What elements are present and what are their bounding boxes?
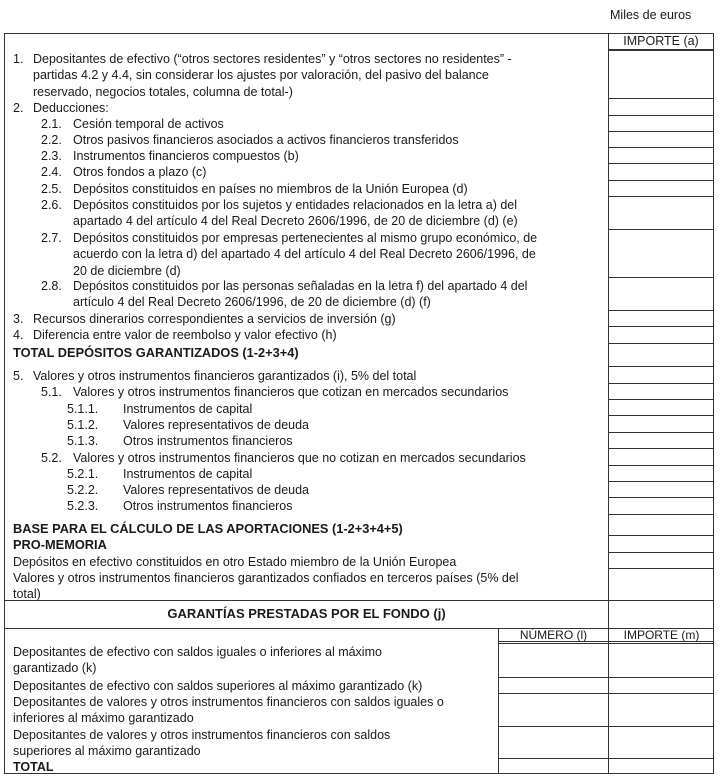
importe-cell[interactable]: [609, 399, 713, 415]
cell-divider: [608, 727, 609, 758]
importe-cell[interactable]: [609, 196, 713, 229]
row-number: 2.6.: [41, 198, 62, 212]
row-number: 2.3.: [41, 149, 62, 163]
row-label: Instrumentos financieros compuestos (b): [73, 149, 299, 163]
row-number: 4.: [13, 328, 24, 342]
row-label: 20 de diciembre (d): [73, 263, 181, 278]
row-label: BASE PARA EL CÁLCULO DE LAS APORTACIONES (1-2+3+4+5): [13, 521, 403, 536]
row-label: acuerdo con la letra d) del apartado 4 del artículo 4 del Real Decreto 2606/1996, de: [73, 247, 536, 262]
importe-cell[interactable]: [609, 535, 713, 552]
garantias-header-row: [4, 601, 714, 629]
importe-cell[interactable]: [609, 180, 713, 196]
row-label: Depósitos constituidos por los sujetos y entidades relacionados en la letra a) del: [73, 198, 518, 212]
row-label: Otros fondos a plazo (c): [73, 165, 207, 179]
importe-cell[interactable]: [609, 50, 713, 98]
importe-cell[interactable]: [609, 383, 713, 399]
row-number: 5.1.1.: [67, 402, 99, 416]
header-underline: [498, 641, 713, 642]
row-label: Instrumentos de capital: [123, 467, 253, 481]
row-number: 5.2.2.: [67, 483, 99, 497]
importe-cell[interactable]: [609, 310, 713, 326]
importe-cell[interactable]: [609, 229, 713, 277]
row-label: Valores y otros instrumentos financieros que cotizan en mercados secundarios: [73, 385, 509, 399]
row-number: 5.: [13, 369, 24, 383]
importe-cell[interactable]: [609, 415, 713, 432]
row-label: Valores representativos de deuda: [123, 483, 309, 497]
row-number: 1.: [13, 52, 24, 66]
row-label: Depósitos constituidos por las personas señaladas en la letra f) del apartado 4 del: [73, 279, 528, 293]
row-number: 2.5.: [41, 182, 62, 196]
row-number: 2.7.: [41, 231, 62, 245]
importe-m-header: IMPORTE (m): [623, 628, 700, 642]
importe-cell[interactable]: [609, 277, 713, 310]
row-number: 5.2.3.: [67, 499, 99, 513]
row-label: PRO-MEMORIA: [13, 537, 107, 552]
garantia-row-label: Depositantes de efectivo con saldos iguales o inferiores al máximo: [13, 645, 382, 659]
row-label: Diferencia entre valor de reembolso y valor efectivo (h): [33, 328, 337, 342]
importe-cell[interactable]: [609, 465, 713, 481]
garantia-row-label: superiores al máximo garantizado: [13, 744, 201, 759]
garantia-row-cells[interactable]: [499, 726, 713, 758]
importe-cell[interactable]: [609, 552, 713, 568]
row-label: Depósitos constituidos en países no miembros de la Unión Europea (d): [73, 182, 468, 196]
row-label: Otros instrumentos financieros: [123, 499, 293, 513]
row-label: reservado, negocios totales, columna de total-): [33, 84, 293, 99]
garantia-row-cells[interactable]: [499, 693, 713, 726]
importe-cell[interactable]: [609, 163, 713, 180]
importe-cell[interactable]: [609, 514, 713, 535]
garantia-row-label: garantizado (k): [13, 661, 97, 676]
row-label: Recursos dinerarios correspondientes a servicios de inversión (g): [33, 312, 396, 326]
row-label: Instrumentos de capital: [123, 402, 253, 416]
row-number: 5.2.: [41, 451, 62, 465]
garantias-title: GARANTÍAS PRESTADAS POR EL FONDO (j): [167, 606, 446, 621]
row-label: Depositantes de efectivo (“otros sectores residentes” y “otros sectores no residentes” -: [33, 52, 512, 66]
importe-cell[interactable]: [609, 147, 713, 163]
importe-cell[interactable]: [609, 481, 713, 497]
cell-divider: [608, 644, 609, 677]
cell-divider: [608, 759, 609, 774]
row-number: 2.4.: [41, 165, 62, 179]
cell-divider: [608, 678, 609, 693]
row-label: Otros pasivos financieros asociados a activos financieros transferidos: [73, 133, 459, 147]
garantia-row-cells[interactable]: [499, 758, 713, 774]
row-label: Valores y otros instrumentos financieros garantizados (i), 5% del total: [33, 369, 417, 383]
cell-divider: [608, 694, 609, 726]
row-label: Otros instrumentos financieros: [123, 434, 293, 448]
row-label: TOTAL DEPÓSITOS GARANTIZADOS (1-2+3+4): [13, 345, 299, 360]
row-label: Valores representativos de deuda: [123, 418, 309, 432]
row-number: 3.: [13, 312, 24, 326]
garantia-row-cells[interactable]: [499, 643, 713, 677]
row-number: 2.2.: [41, 133, 62, 147]
column-separator: [608, 601, 609, 628]
garantia-row-label: Depositantes de efectivo con saldos superiores al máximo garantizado (k): [13, 679, 423, 693]
garantia-row-label: inferiores al máximo garantizado: [13, 711, 194, 726]
row-number: 5.1.2.: [67, 418, 99, 432]
importe-cell[interactable]: [609, 448, 713, 465]
row-label: Depósitos constituidos por empresas pertenecientes al mismo grupo económico, de: [73, 231, 538, 245]
importe-cell[interactable]: [609, 568, 713, 601]
row-label: Deducciones:: [33, 101, 109, 115]
row-number: 5.2.1.: [67, 467, 99, 481]
row-label: Valores y otros instrumentos financieros garantizados confiados en terceros países (5% del: [13, 571, 519, 585]
importe-cell[interactable]: [609, 98, 713, 115]
row-label: Cesión temporal de activos: [73, 117, 224, 131]
garantia-row-cells[interactable]: [499, 677, 713, 693]
garantia-row-label: Depositantes de valores y otros instrumentos financieros con saldos iguales o: [13, 695, 444, 709]
garantia-row-label: Depositantes de valores y otros instrumentos financieros con saldos: [13, 728, 391, 742]
importe-cell[interactable]: [609, 497, 713, 514]
row-label: total): [13, 587, 41, 602]
row-label: Depósitos en efectivo constituidos en otro Estado miembro de la Unión Europea: [13, 555, 457, 569]
garantias-table: [4, 629, 714, 774]
row-label: partidas 4.2 y 4.4, sin considerar los ajustes por valoración, del pasivo del balance: [33, 68, 489, 83]
row-number: 5.1.: [41, 385, 62, 399]
importe-cell[interactable]: [609, 326, 713, 343]
row-number: 5.1.3.: [67, 434, 99, 448]
row-number: 2.: [13, 101, 24, 115]
importe-cell[interactable]: [609, 366, 713, 383]
importe-header: IMPORTE (a): [609, 34, 713, 50]
unit-label: Miles de euros: [610, 8, 692, 22]
garantia-row-label: TOTAL: [13, 760, 54, 774]
importe-cell[interactable]: [609, 432, 713, 448]
deposits-table: [4, 33, 714, 601]
importe-cell[interactable]: [609, 115, 713, 131]
numero-header: NÚMERO (l): [519, 628, 588, 642]
row-number: 2.1.: [41, 117, 62, 131]
importe-cell[interactable]: [609, 343, 713, 366]
row-label: Valores y otros instrumentos financieros que no cotizan en mercados secundarios: [73, 451, 526, 465]
row-label: artículo 4 del Real Decreto 2606/1996, de 20 de diciembre (d) (f): [73, 295, 431, 310]
row-label: apartado 4 del artículo 4 del Real Decreto 2606/1996, de 20 de diciembre (d) (e): [73, 214, 518, 229]
row-number: 2.8.: [41, 279, 62, 293]
importe-cell[interactable]: [609, 131, 713, 147]
